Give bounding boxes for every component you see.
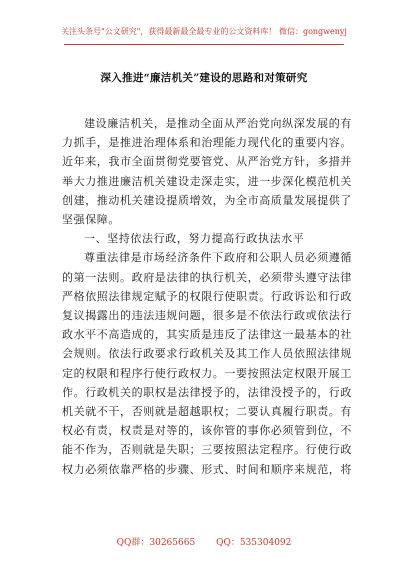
document-body [62, 114, 352, 479]
paragraph-intro: 建设廉洁机关，是推动全面从严治党向纵深发展的有力抓手，是推进治理体系和治理能力现代化的重要内容。近年来，我市全面贯彻党要管党、从严治党方针，多措并举大力推进廉洁机关建设走深走实，进一步深化模范机关创建，推动机关建设提质增效，为全市高质量发展提供了坚强保障。 [62, 117, 352, 227]
footer-qq-group: QQ群：30265665 [116, 538, 196, 548]
footer-qq-number: QQ：535304092 [216, 538, 292, 548]
section-heading: 一、坚持依法行政，努力提高行政执法水平 [84, 232, 305, 246]
paragraph-law: 尊重法律是市场经济条件下政府和公职人员必须遵循的第一法则。政府是法律的执行机关，必须带头遵守法律严格依照法律规定赋予的权限行使职责。行政诉讼和行政复议揭露出的违法违规问题，很多是不依法行政或依法行政水平不高造成的，其实质是违反了法律这一最基本的社会规则。依法行政要求行政机关及其工作人员依照法律规定的权限和程序行使行政权力。一要按照法定权限开展工作。行政机关的职权是法律授予的，法律没授予的，行政机关就不干，否则就是超越职权；二要认真履行职责。有权必有责，权责是对等的，该你管的事你必须管到位，不能不作为，否则就是失职；三要按照法定程序。行使行政权力必须依靠严格的步骤、形式、时间和顺序来规范，将 [62, 251, 352, 476]
footer-contact [0, 535, 408, 548]
header-banner: 关注头条号"公文研究"，获得最新最全最专业的公文资料库！ 微信：gongwenyj [61, 27, 347, 36]
header-divider [64, 44, 344, 45]
document-title: 深入推进“廉洁机关”建设的思路和对策研究 [100, 72, 308, 84]
